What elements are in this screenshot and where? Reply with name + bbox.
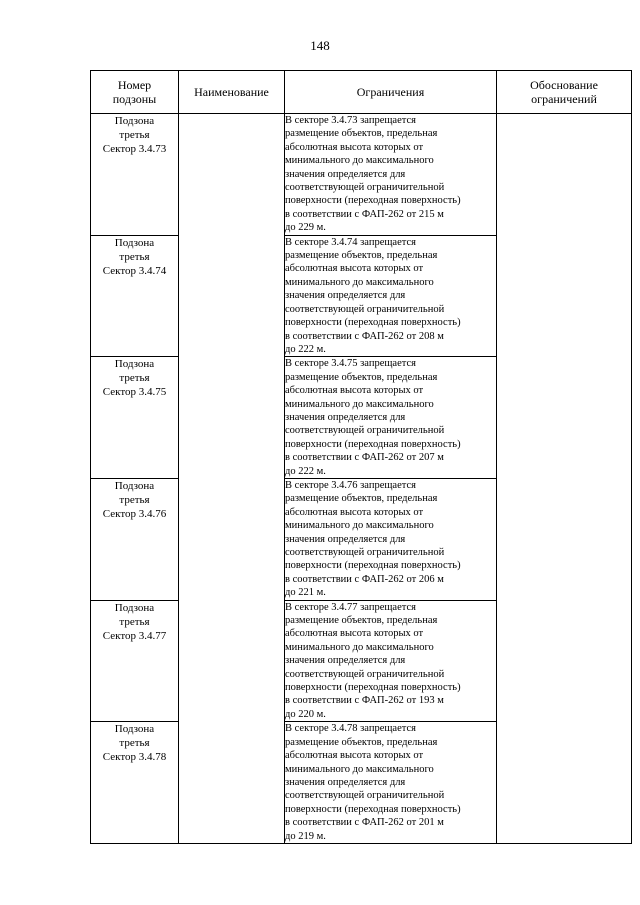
- subzone-line: Сектор 3.4.74: [102, 264, 167, 277]
- restriction-line: поверхности (переходная поверхность): [285, 560, 461, 572]
- restriction-line: соответствующей ограничительной: [285, 303, 445, 315]
- page-number: 148: [310, 38, 330, 53]
- subzone-line: Подзона: [114, 236, 155, 249]
- restriction-line: соответствующей ограничительной: [285, 425, 445, 437]
- restriction-line: абсолютная высота которых от: [285, 385, 424, 397]
- header-justification-line: Обоснование: [530, 78, 598, 92]
- restriction-line: размещение объектов, предельная: [285, 736, 438, 748]
- subzone-cell: [91, 600, 179, 722]
- subzone-cell: [91, 357, 179, 479]
- table-body: [91, 114, 632, 844]
- header-justification: [497, 71, 632, 114]
- restriction-cell: [285, 600, 497, 722]
- restriction-line: значения определяется для: [285, 655, 406, 667]
- restriction-line: в соответствии с ФАП-262 от 207 м: [285, 452, 444, 464]
- subzone-line: третья: [119, 737, 150, 750]
- restriction-line: поверхности (переходная поверхность): [285, 803, 461, 815]
- subzone-cell: [91, 235, 179, 357]
- restriction-line: значения определяется для: [285, 168, 406, 180]
- subzone-line: Сектор 3.4.77: [102, 629, 167, 642]
- restriction-line: минимального до максимального: [285, 276, 434, 288]
- restriction-cell: [285, 722, 497, 844]
- restriction-line: размещение объектов, предельная: [285, 615, 438, 627]
- restriction-line: минимального до максимального: [285, 155, 434, 167]
- restriction-line: в соответствии с ФАП-262 от 193 м: [285, 695, 444, 707]
- subzone-line: третья: [119, 250, 150, 263]
- subzone-line: Подзона: [114, 479, 155, 492]
- subzone-cell: [91, 114, 179, 236]
- restriction-line: размещение объектов, предельная: [285, 493, 438, 505]
- restriction-line: абсолютная высота которых от: [285, 141, 424, 153]
- restriction-line: до 221 м.: [285, 587, 326, 599]
- restriction-line: в соответствии с ФАП-262 от 206 м: [285, 573, 444, 585]
- subzone-line: Подзона: [114, 601, 155, 614]
- subzone-line: Подзона: [114, 115, 155, 127]
- subzone-line: Сектор 3.4.73: [102, 143, 167, 155]
- restriction-line: в соответствии с ФАП-262 от 208 м: [285, 330, 444, 342]
- subzone-line: третья: [119, 615, 150, 628]
- header-subzone-number-line: Номер: [117, 78, 152, 92]
- subzone-line: Сектор 3.4.76: [102, 507, 167, 520]
- restriction-line: размещение объектов, предельная: [285, 250, 438, 262]
- restrictions-table: [90, 70, 632, 844]
- restriction-cell: [285, 114, 497, 236]
- restriction-line: В секторе 3.4.75 запрещается: [285, 358, 416, 370]
- restriction-line: поверхности (переходная поверхность): [285, 317, 461, 329]
- restriction-line: до 220 м.: [285, 708, 326, 720]
- restriction-line: минимального до максимального: [285, 398, 434, 410]
- header-subzone-number-line: подзоны: [112, 92, 157, 106]
- subzone-cell: [91, 722, 179, 844]
- header-name: Наименование: [179, 71, 285, 114]
- restriction-line: значения определяется для: [285, 776, 406, 788]
- restriction-line: в соответствии с ФАП-262 от 201 м: [285, 817, 444, 829]
- restriction-line: соответствующей ограничительной: [285, 547, 445, 558]
- table-header-row: [91, 71, 632, 114]
- restriction-line: абсолютная высота которых от: [285, 506, 424, 518]
- restriction-line: до 222 м.: [285, 465, 326, 477]
- subzone-line: Сектор 3.4.75: [102, 386, 167, 399]
- header-subzone-number: [91, 71, 179, 114]
- table-row: [91, 114, 632, 236]
- restriction-line: минимального до максимального: [285, 520, 434, 532]
- restriction-line: В секторе 3.4.77 запрещается: [285, 601, 416, 613]
- subzone-cell: [91, 478, 179, 600]
- restriction-line: В секторе 3.4.76 запрещается: [285, 479, 416, 491]
- restriction-line: соответствующей ограничительной: [285, 790, 445, 802]
- restriction-cell: [285, 478, 497, 600]
- restriction-line: абсолютная высота которых от: [285, 750, 424, 762]
- restriction-line: размещение объектов, предельная: [285, 371, 438, 383]
- restriction-line: абсолютная высота которых от: [285, 263, 424, 275]
- restriction-line: В секторе 3.4.74 запрещается: [285, 236, 416, 248]
- restriction-line: В секторе 3.4.73 запрещается: [285, 115, 416, 126]
- restriction-line: поверхности (переходная поверхность): [285, 195, 461, 207]
- restriction-line: соответствующей ограничительной: [285, 182, 445, 194]
- name-cell: [179, 114, 285, 844]
- restriction-line: размещение объектов, предельная: [285, 128, 438, 140]
- restriction-line: значения определяется для: [285, 533, 406, 545]
- subzone-line: Подзона: [114, 358, 155, 371]
- header-restrictions: Ограничения: [285, 71, 497, 114]
- restriction-line: минимального до максимального: [285, 641, 434, 653]
- restriction-line: поверхности (переходная поверхность): [285, 438, 461, 450]
- justification-cell: [497, 114, 632, 844]
- restriction-line: значения определяется для: [285, 290, 406, 302]
- restriction-line: минимального до максимального: [285, 763, 434, 775]
- restriction-line: до 219 м.: [285, 830, 326, 842]
- subzone-line: третья: [119, 493, 150, 506]
- restriction-line: абсолютная высота которых от: [285, 628, 424, 640]
- restriction-line: до 229 м.: [285, 222, 326, 234]
- subzone-line: третья: [119, 372, 150, 385]
- subzone-line: Сектор 3.4.78: [102, 751, 167, 764]
- header-justification-line: ограничений: [531, 92, 597, 106]
- restriction-line: поверхности (переходная поверхность): [285, 682, 461, 694]
- restriction-cell: [285, 235, 497, 357]
- restriction-cell: [285, 357, 497, 479]
- subzone-line: третья: [119, 129, 150, 141]
- restriction-line: значения определяется для: [285, 411, 406, 423]
- restriction-line: до 222 м.: [285, 343, 326, 355]
- subzone-line: Подзона: [114, 723, 155, 736]
- restriction-line: в соответствии с ФАП-262 от 215 м: [285, 208, 444, 220]
- restriction-line: соответствующей ограничительной: [285, 668, 445, 680]
- restriction-line: В секторе 3.4.78 запрещается: [285, 723, 416, 735]
